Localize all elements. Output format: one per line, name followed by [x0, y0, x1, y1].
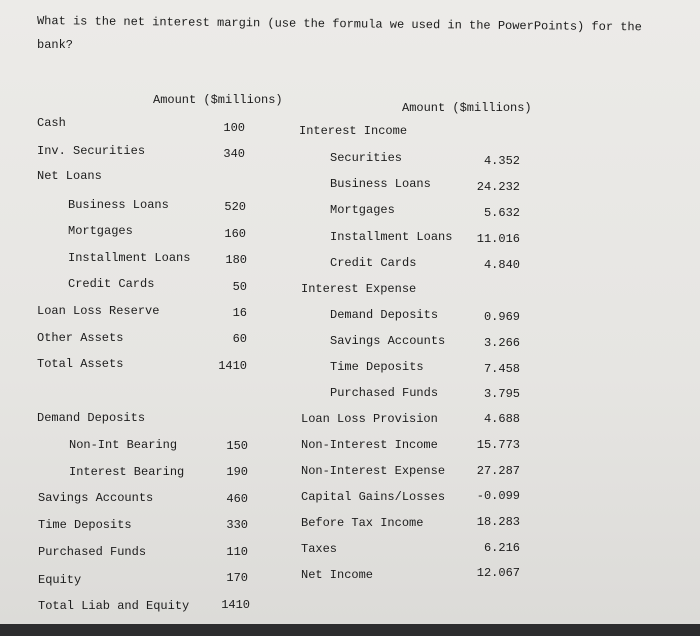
question-text	[37, 9, 677, 57]
is-value-savings-accounts: 3.266	[483, 336, 520, 350]
is-value-securities: 4.352	[483, 154, 520, 168]
bs-value-business-loans: 520	[224, 200, 246, 214]
bs-value-total-assets: 1410	[218, 359, 247, 373]
is-label-before-tax-income: Before Tax Income	[301, 516, 424, 530]
bs-label-interest-bearing: Interest Bearing	[69, 465, 185, 479]
bs-label-savings-accounts: Savings Accounts	[38, 491, 154, 505]
is-value-loan-loss-provision: 4.688	[483, 412, 520, 426]
is-label-interest-income: Interest Income	[299, 124, 408, 138]
is-value-purchased-funds: 3.795	[483, 387, 520, 401]
bs-label-credit-cards: Credit Cards	[68, 277, 155, 291]
bs-label-loan-loss-reserve: Loan Loss Reserve	[37, 304, 160, 318]
bs-value-time-deposits: 330	[226, 518, 248, 532]
is-value-net-income: 12.067	[476, 566, 520, 580]
bs-value-purchased-funds: 110	[226, 545, 248, 559]
bs-label-total-assets: Total Assets	[37, 357, 124, 371]
bs-value-non-int-bearing: 150	[226, 439, 248, 453]
is-label-non-interest-expense: Non-Interest Expense	[301, 464, 446, 478]
bs-label-purchased-funds: Purchased Funds	[38, 545, 147, 559]
is-label-demand-deposits: Demand Deposits	[330, 308, 439, 322]
bs-value-other-assets: 60	[232, 332, 247, 346]
bs-value-cash: 100	[223, 121, 245, 135]
bs-label-cash: Cash	[37, 116, 66, 130]
income-statement-header: Amount ($millions)	[402, 101, 532, 115]
balance-sheet-header: Amount ($millions)	[153, 93, 283, 107]
bs-label-business-loans: Business Loans	[68, 198, 169, 212]
bs-label-total-liab-equity: Total Liab and Equity	[38, 599, 190, 613]
is-label-capital-gains-losses: Capital Gains/Losses	[301, 490, 446, 504]
bs-value-total-liab-equity: 1410	[221, 598, 250, 612]
bs-value-savings-accounts: 460	[226, 492, 248, 506]
is-value-installment-loans: 11.016	[476, 232, 520, 246]
question-line-1: What is the net interest margin (use the formula we used in the PowerPoints) for the	[36, 14, 642, 35]
bs-label-installment-loans: Installment Loans	[68, 251, 191, 265]
bs-value-interest-bearing: 190	[226, 465, 248, 479]
is-value-taxes: 6.216	[483, 541, 520, 555]
is-label-installment-loans: Installment Loans	[330, 230, 453, 244]
bs-value-installment-loans: 180	[225, 253, 247, 267]
bs-label-other-assets: Other Assets	[37, 331, 124, 345]
is-label-mortgages: Mortgages	[330, 203, 395, 217]
bs-value-credit-cards: 50	[232, 280, 247, 294]
bs-value-loan-loss-reserve: 16	[232, 306, 247, 320]
is-value-time-deposits: 7.458	[483, 362, 520, 376]
is-label-taxes: Taxes	[301, 542, 338, 556]
bs-label-non-int-bearing: Non-Int Bearing	[69, 438, 178, 452]
is-label-savings-accounts: Savings Accounts	[330, 334, 446, 348]
is-label-non-interest-income: Non-Interest Income	[301, 438, 438, 452]
is-value-before-tax-income: 18.283	[476, 515, 520, 529]
bs-label-time-deposits: Time Deposits	[38, 518, 132, 532]
is-value-mortgages: 5.632	[483, 206, 520, 220]
is-value-non-interest-income: 15.773	[476, 438, 520, 452]
is-label-purchased-funds: Purchased Funds	[330, 386, 439, 400]
question-line-2: bank?	[37, 38, 74, 52]
bs-label-inv-securities: Inv. Securities	[37, 144, 146, 158]
bs-label-demand-deposits: Demand Deposits	[37, 411, 146, 425]
bs-value-equity: 170	[226, 571, 248, 585]
bottom-dark-edge	[0, 624, 700, 636]
bs-value-inv-securities: 340	[223, 147, 245, 161]
is-label-credit-cards: Credit Cards	[330, 256, 417, 270]
is-value-demand-deposits: 0.969	[483, 310, 520, 324]
is-label-net-income: Net Income	[301, 568, 374, 582]
is-label-time-deposits: Time Deposits	[330, 360, 424, 374]
is-value-business-loans: 24.232	[476, 180, 520, 194]
is-value-non-interest-expense: 27.287	[476, 464, 520, 478]
is-value-credit-cards: 4.840	[483, 258, 520, 272]
bs-value-mortgages: 160	[224, 227, 246, 241]
is-label-interest-expense: Interest Expense	[301, 282, 417, 296]
is-value-capital-gains-losses: -0.099	[476, 489, 520, 503]
is-label-loan-loss-provision: Loan Loss Provision	[301, 412, 438, 426]
bs-label-mortgages: Mortgages	[68, 224, 133, 238]
is-label-business-loans: Business Loans	[330, 177, 431, 191]
is-label-securities: Securities	[330, 151, 403, 165]
bs-label-net-loans: Net Loans	[37, 169, 102, 183]
bs-label-equity: Equity	[38, 573, 82, 587]
